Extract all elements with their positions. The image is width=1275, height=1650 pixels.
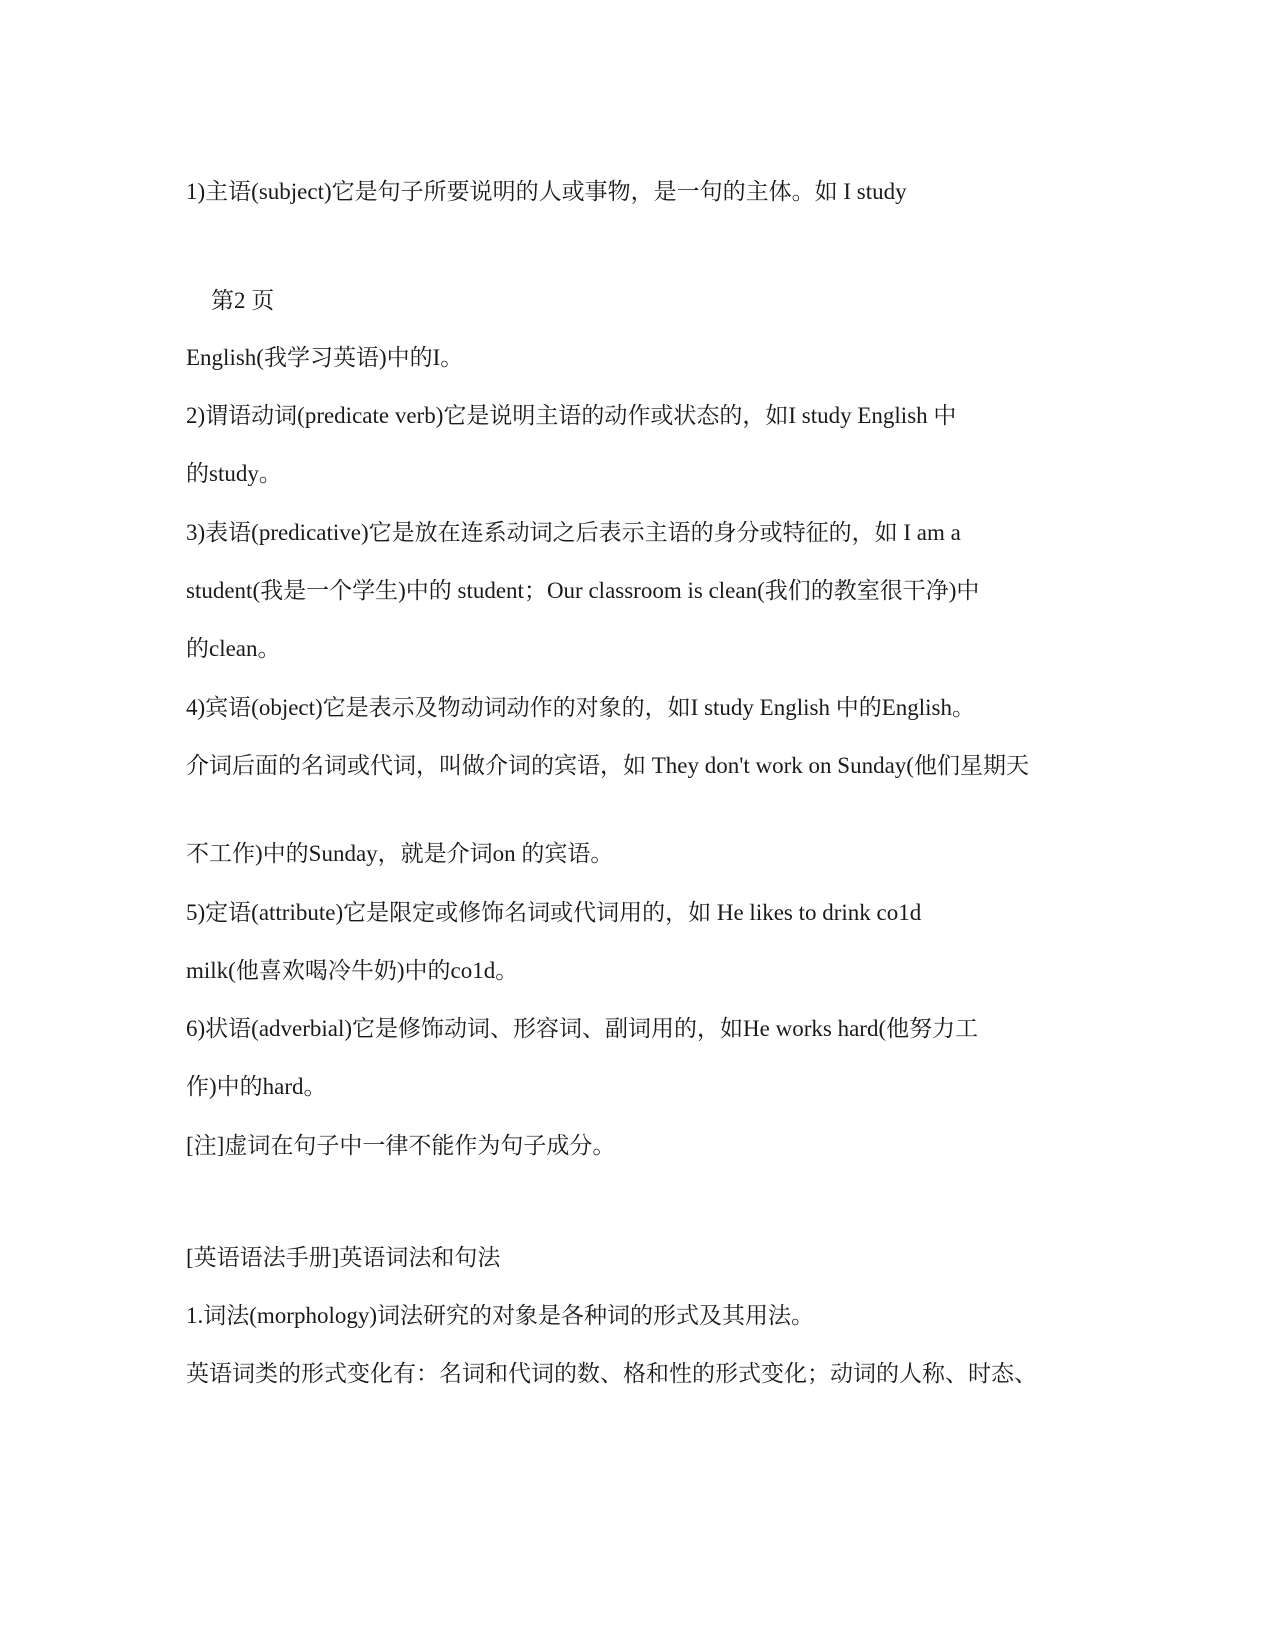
text-line-note: [注]虚词在句子中一律不能作为句子成分。 — [186, 1133, 616, 1158]
text-line-morphology: 1.词法(morphology)词法研究的对象是各种词的形式及其用法。 — [186, 1303, 815, 1328]
text-line-object: 4)宾语(object)它是表示及物动词动作的对象的，如I study English 中的English。 — [186, 695, 975, 720]
text-line-subject-cont: English(我学习英语)中的I。 — [186, 345, 464, 370]
text-line-adverbial: 6)状语(adverbial)它是修饰动词、形容词、副词用的，如He works hard(他努力工 — [186, 1016, 979, 1041]
text-line-adverbial-cont: 作)中的hard。 — [186, 1074, 327, 1099]
text-line-predicative-end: 的clean。 — [186, 636, 281, 661]
section-heading: [英语语法手册]英语词法和句法 — [186, 1245, 501, 1270]
text-line-predicative-cont: student(我是一个学生)中的 student；Our classroom is clean(我们的教室很干净)中 — [186, 578, 980, 603]
page-number: 第2 页 — [211, 288, 275, 313]
text-line-predicative: 3)表语(predicative)它是放在连系动词之后表示主语的身分或特征的，如 I am a — [186, 520, 961, 545]
text-line-prep-object: 介词后面的名词或代词，叫做介词的宾语，如 They don't work on Sunday(他们星期天 — [186, 753, 1029, 778]
text-line-attribute-cont: milk(他喜欢喝冷牛奶)中的co1d。 — [186, 958, 519, 983]
text-line-prep-object-cont: 不工作)中的Sunday，就是介词on 的宾语。 — [186, 841, 614, 866]
text-line-attribute: 5)定语(attribute)它是限定或修饰名词或代词用的，如 He likes to drink co1d — [186, 900, 922, 925]
text-line-word-forms: 英语词类的形式变化有：名词和代词的数、格和性的形式变化；动词的人称、时态、 — [186, 1361, 1037, 1386]
text-line-predicate-cont: 的study。 — [186, 461, 282, 486]
text-line-subject: 1)主语(subject)它是句子所要说明的人或事物，是一句的主体。如 I study — [186, 179, 907, 204]
text-line-predicate: 2)谓语动词(predicate verb)它是说明主语的动作或状态的，如I study English 中 — [186, 403, 957, 428]
